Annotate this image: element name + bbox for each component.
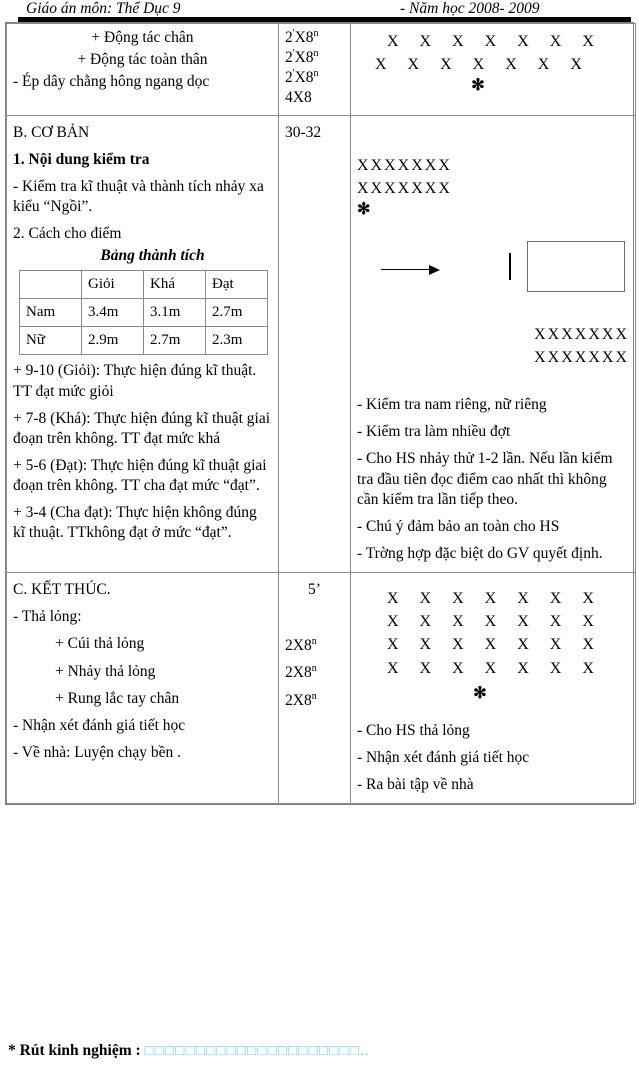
experience-note-label: * Rút kinh nghiệm : — [8, 1042, 141, 1059]
main-formation-row-1: XXXXXXX — [357, 156, 452, 174]
warmup-time-1: 2'X8$^n$ — [285, 27, 319, 46]
lesson-plan-table — [5, 22, 634, 805]
main-duration: 30-32 — [285, 123, 322, 141]
end-teacher-position-icon: ✻ — [473, 684, 487, 702]
achievement-header-kha: Khá — [144, 271, 206, 299]
end-note-2: - Nhận xét đánh giá tiết học — [357, 748, 530, 766]
grading-criteria-1: + 9-10 (Giỏi): Thực hiện đúng kĩ thuật. TT đạt mức giỏi — [13, 362, 257, 400]
achievement-nam-dat: 2.7m — [206, 299, 268, 327]
end-time-1: 2X8$^n$ — [285, 636, 317, 655]
long-jump-diagram — [357, 237, 629, 311]
end-formation-cell — [351, 573, 636, 804]
grading-criteria-4: + 3-4 (Cha đạt): Thực hiện không đúng kĩ thuật. TTkhông đạt ở mức “đạt”. — [13, 504, 257, 542]
end-formation-row-4: X X X X X X X — [387, 659, 603, 677]
header-left-title: Giáo án môn: Thể Dục 9 — [26, 0, 181, 17]
main-formation-row-4: XXXXXXX — [534, 348, 629, 366]
main-subtitle-1: 1. Nội dung kiểm tra — [13, 150, 150, 168]
main-subtitle-2: 2. Cách cho điểm — [13, 225, 122, 243]
end-time-cell — [279, 573, 351, 804]
warmup-formation-row-2: X X X X X X X — [375, 56, 591, 74]
arrow-shaft — [381, 269, 431, 271]
table-row-end-section — [7, 573, 636, 804]
warmup-content-cell — [7, 24, 279, 116]
warmup-formation-cell — [351, 24, 636, 116]
achievement-nu-dat: 2.3m — [206, 327, 268, 355]
header-right-schoolyear: - Năm học 2008- 2009 — [400, 0, 540, 17]
achievement-header-gioi: Giỏi — [82, 271, 144, 299]
main-content-cell — [7, 115, 279, 573]
end-content-cell — [7, 573, 279, 804]
main-note-5: - Trờng hợp đặc biệt do GV quyết định. — [357, 544, 603, 562]
warmup-formation-row-1: X X X X X X X — [387, 33, 603, 50]
achievement-table-row-nam — [20, 299, 268, 327]
end-line-5: - Nhận xét đánh giá tiết học — [13, 716, 186, 734]
main-formation-row-2: XXXXXXX — [357, 179, 452, 197]
achievement-header-dat: Đạt — [206, 271, 268, 299]
warmup-line-1: + Động tác chân — [91, 29, 194, 46]
experience-note — [8, 1042, 633, 1060]
warmup-line-3: - Ép dây chằng hông ngang dọc — [13, 73, 210, 91]
sand-pit-rectangle — [527, 241, 625, 292]
achievement-label-nam: Nam — [20, 299, 82, 327]
main-time-cell — [279, 115, 351, 573]
end-line-2: + Cúi thả lỏng — [55, 635, 145, 653]
achievement-nu-gioi: 2.9m — [82, 327, 144, 355]
end-formation-row-1: X X X X X X X — [387, 590, 603, 608]
end-line-1: - Thả lỏng: — [13, 608, 82, 626]
table-row-warmup — [7, 24, 636, 116]
end-line-3: + Nhảy thả lỏng — [55, 662, 156, 680]
end-formation-row-2: X X X X X X X — [387, 613, 603, 631]
arrow-head — [429, 265, 440, 275]
achievement-table — [19, 270, 268, 355]
main-note-3: - Cho HS nhảy thử 1-2 lần. Nếu lần kiểm tra đầu tiên đọc điểm cao nhất thì không cần kiểm tra lần tiếp theo. — [357, 450, 613, 508]
achievement-label-nu: Nữ — [20, 327, 82, 355]
warmup-time-2: 2'X8$^n$ — [285, 47, 319, 67]
main-formation-cell — [351, 115, 636, 573]
main-formation-row-3: XXXXXXX — [534, 325, 629, 343]
experience-note-blanks: □□□□□□□□□□□□□□□□□□□□□.. — [144, 1043, 370, 1059]
achievement-table-row-nu — [20, 327, 268, 355]
main-note-2: - Kiểm tra làm nhiều đợt — [357, 423, 511, 441]
achievement-nam-kha: 3.1m — [144, 299, 206, 327]
warmup-time-cell — [279, 24, 351, 116]
warmup-teacher-position-icon: ✻ — [471, 77, 485, 95]
achievement-nam-gioi: 3.4m — [82, 299, 144, 327]
main-content-line-1: - Kiểm tra kĩ thuật và thành tích nhảy xa kiểu “Ngồi”. — [13, 177, 264, 215]
achievement-nu-kha: 2.7m — [144, 327, 206, 355]
grading-criteria-2: + 7-8 (Khá): Thực hiện đúng kĩ thuật giai đoạn trên không. TT đạt mức khá — [13, 409, 271, 447]
warmup-time-3: 2'X8$^n$ — [285, 68, 319, 87]
end-note-1: - Cho HS thả lỏng — [357, 721, 470, 739]
main-note-4: - Chú ý đảm bảo an toàn cho HS — [357, 517, 560, 535]
end-time-3: 2X8$^n$ — [285, 690, 317, 709]
end-line-4: + Rung lắc tay chân — [55, 689, 180, 707]
main-note-1: - Kiểm tra nam riêng, nữ riêng — [357, 396, 547, 414]
main-section-title: B. CƠ BẢN — [13, 123, 90, 141]
main-teacher-position-icon: ✻ — [357, 200, 371, 218]
end-time-2: 2X8$^n$ — [285, 663, 317, 682]
achievement-header-blank — [20, 271, 82, 299]
run-up-arrow-icon — [381, 265, 441, 275]
end-note-3: - Ra bài tập về nhà — [357, 775, 474, 793]
takeoff-board-marker — [509, 253, 511, 280]
grading-criteria-3: + 5-6 (Đạt): Thực hiện đúng kĩ thuật giai đoạn trên không. TT cha đạt mức “đạt”. — [13, 456, 267, 495]
warmup-time-4: 4X8 — [285, 89, 312, 107]
warmup-line-2: + Động tác toàn thân — [77, 51, 208, 69]
end-duration: 5’ — [308, 581, 321, 599]
score-table-caption: Bảng thành tích — [100, 247, 205, 265]
end-formation-row-3: X X X X X X X — [387, 636, 603, 654]
end-section-title: C. KẾT THÚC. — [13, 581, 111, 599]
table-row-main-section — [7, 115, 636, 573]
end-line-6: - Về nhà: Luyện chạy bền . — [13, 743, 182, 761]
achievement-table-header-row — [20, 271, 268, 299]
